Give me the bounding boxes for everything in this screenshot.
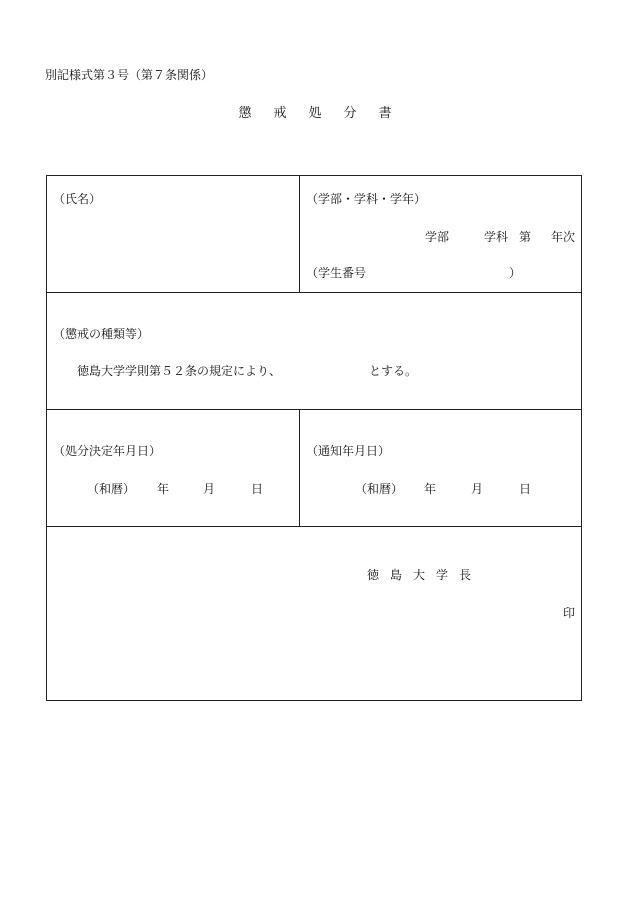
decision-year: 年 (157, 482, 170, 496)
decision-era: （和暦） (87, 482, 136, 496)
discipline-statement-suffix: とする。 (369, 364, 418, 378)
disciplinary-form-table (46, 175, 582, 701)
column-divider-dates (299, 409, 300, 526)
row-divider-3 (47, 526, 581, 527)
name-label: （氏名） (53, 192, 102, 206)
discipline-statement-prefix: 徳島大学学則第５２条の規定により、 (77, 364, 282, 378)
notice-month: 月 (471, 482, 484, 496)
discipline-type-label: （懲戒の種類等） (53, 327, 150, 341)
notice-day: 日 (519, 482, 532, 496)
faculty-suffix: 学部 (425, 230, 450, 244)
department-suffix: 学科 (484, 230, 509, 244)
row-divider-2 (47, 409, 581, 410)
notice-era: （和暦） (355, 482, 404, 496)
notice-date-label: （通知年月日） (306, 444, 391, 458)
year-prefix: 第 (519, 230, 532, 244)
row-divider-1 (47, 292, 581, 293)
notice-year: 年 (424, 482, 437, 496)
student-id-close: ） (509, 266, 522, 280)
seal-mark: 印 (562, 606, 575, 620)
decision-month: 月 (203, 482, 216, 496)
faculty-department-year-label: （学部・学科・学年） (306, 192, 427, 206)
form-reference: 別記様式第３号（第７条関係） (45, 68, 214, 82)
column-divider-top (299, 176, 300, 292)
student-id-label: （学生番号 (306, 266, 367, 280)
year-suffix: 年次 (551, 230, 576, 244)
issuer-name: 徳島大学長 (367, 568, 483, 582)
decision-day: 日 (251, 482, 264, 496)
decision-date-label: （処分決定年月日） (53, 444, 162, 458)
document-title: 懲戒処分書 (238, 106, 414, 121)
